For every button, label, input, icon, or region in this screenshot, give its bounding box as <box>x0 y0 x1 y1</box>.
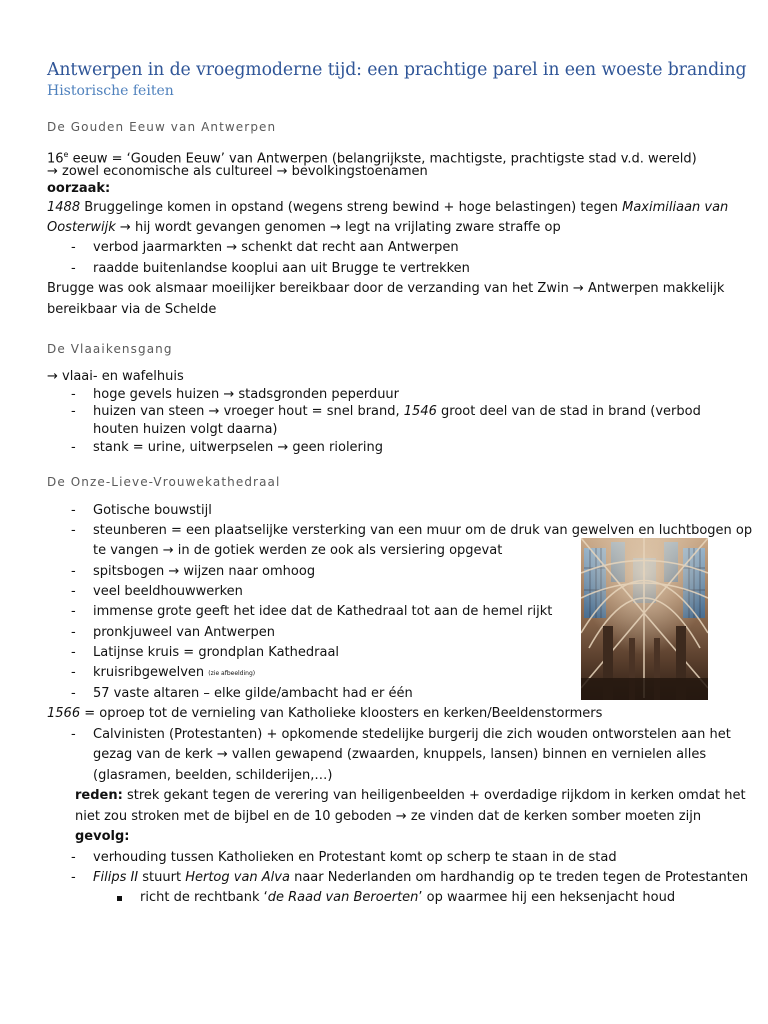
bullet-dash: - <box>71 503 76 518</box>
text-line: 16e eeuw = ‘Gouden Eeuw’ van Antwerpen (belangrijkste, machtigste, prachtigste stad v.d. wereld) <box>47 150 697 167</box>
text-line: 1488 Bruggelinge komen in opstand (wegens streng bewind + hoge belastingen) tegen Maximiliaan van <box>47 200 729 215</box>
list-item: huizen van steen → vroeger hout = snel brand, 1546 groot deel van de stad in brand (verbod <box>93 404 701 419</box>
list-item: steunberen = een plaatselijke versterking van een muur om de druk van gewelven en luchtbogen op <box>93 523 753 538</box>
bullet-dash: - <box>71 625 76 640</box>
label-gevolg: gevolg: <box>75 829 130 844</box>
document-title: Antwerpen in de vroegmoderne tijd: een prachtige parel in een woeste branding <box>47 60 747 80</box>
text-line: Oosterwijk → hij wordt gevangen genomen → legt na vrijlating zware straffe op <box>47 220 561 235</box>
bullet-dash: - <box>71 261 76 276</box>
bullet-dash: - <box>71 440 76 455</box>
list-item: Calvinisten (Protestanten) + opkomende stedelijke burgerij die zich wouden ontworstelen aan het <box>93 727 731 742</box>
text-line: reden: strek gekant tegen de verering van heiligenbeelden + overdadige rijkdom in kerken omdat het <box>75 788 746 803</box>
bullet-dash: - <box>71 404 76 419</box>
document-subtitle: Historische feiten <box>47 83 174 99</box>
text-line: 1566 = oproep tot de vernieling van Katholieke kloosters en kerken/Beeldenstormers <box>47 706 603 721</box>
bullet-dash: - <box>71 645 76 660</box>
list-item: 57 vaste altaren – elke gilde/ambacht had er één <box>93 686 413 701</box>
list-item: veel beeldhouwwerken <box>93 584 243 599</box>
bullet-dash: - <box>71 240 76 255</box>
list-item: pronkjuweel van Antwerpen <box>93 625 275 640</box>
bullet-dash: - <box>71 564 76 579</box>
list-item: kruisribgewelven (zie afbeelding) <box>93 665 256 680</box>
heading-vlaaikensgang: De Vlaaikensgang <box>47 342 173 356</box>
list-item: immense grote geeft het idee dat de Kathedraal tot aan de hemel rijkt <box>93 604 553 619</box>
list-item: raadde buitenlandse kooplui aan uit Brugge te vertrekken <box>93 261 470 276</box>
list-item: richt de rechtbank ‘de Raad van Beroerten’ op waarmee hij een heksenjacht houd <box>140 890 676 905</box>
list-item-continued: (glasramen, beelden, schilderijen,…) <box>93 768 333 783</box>
list-item: Filips II stuurt Hertog van Alva naar Nederlanden om hardhandig op te treden tegen de Protestanten <box>93 870 749 885</box>
text-line: bereikbaar via de Schelde <box>47 302 217 317</box>
list-item-continued: te vangen → in de gotiek werden ze ook als versiering opgevat <box>93 543 503 558</box>
bullet-dash: - <box>71 727 76 742</box>
bullet-dash: - <box>71 850 76 865</box>
label-oorzaak: oorzaak: <box>47 181 111 196</box>
square-bullet-icon <box>117 896 122 901</box>
bullet-dash: - <box>71 665 76 680</box>
text-line: → vlaai- en wafelhuis <box>47 369 184 384</box>
bullet-dash: - <box>71 870 76 885</box>
text-line: → zowel economische als cultureel → bevolkingstoenamen <box>47 164 428 179</box>
list-item-continued: houten huizen volgt daarna) <box>93 422 278 437</box>
text-line: niet zou stroken met de bijbel en de 10 geboden → ze vinden dat de kerken somber moeten zijn <box>75 809 702 824</box>
heading-kathedraal: De Onze-Lieve-Vrouwekathedraal <box>47 475 281 489</box>
list-item-continued: gezag van de kerk → vallen gewapend (zwaarden, knuppels, lansen) binnen en vernielen alles <box>93 747 707 762</box>
list-item: verhouding tussen Katholieken en Protestant komt op scherp te staan in de stad <box>93 850 617 865</box>
bullet-dash: - <box>71 584 76 599</box>
bullet-dash: - <box>71 686 76 701</box>
heading-gouden-eeuw: De Gouden Eeuw van Antwerpen <box>47 120 277 134</box>
cathedral-vault-photo <box>581 538 708 700</box>
list-item: spitsbogen → wijzen naar omhoog <box>93 564 316 579</box>
list-item: Latijnse kruis = grondplan Kathedraal <box>93 645 340 660</box>
list-item: stank = urine, uitwerpselen → geen riolering <box>93 440 383 455</box>
list-item: hoge gevels huizen → stadsgronden peperduur <box>93 387 400 402</box>
list-item: Gotische bouwstijl <box>93 503 212 518</box>
bullet-dash: - <box>71 523 76 538</box>
bullet-dash: - <box>71 387 76 402</box>
bullet-dash: - <box>71 604 76 619</box>
list-item: verbod jaarmarkten → schenkt dat recht aan Antwerpen <box>93 240 459 255</box>
text-line: Brugge was ook alsmaar moeilijker bereikbaar door de verzanding van het Zwin → Antwerpen makkelijk <box>47 281 725 296</box>
